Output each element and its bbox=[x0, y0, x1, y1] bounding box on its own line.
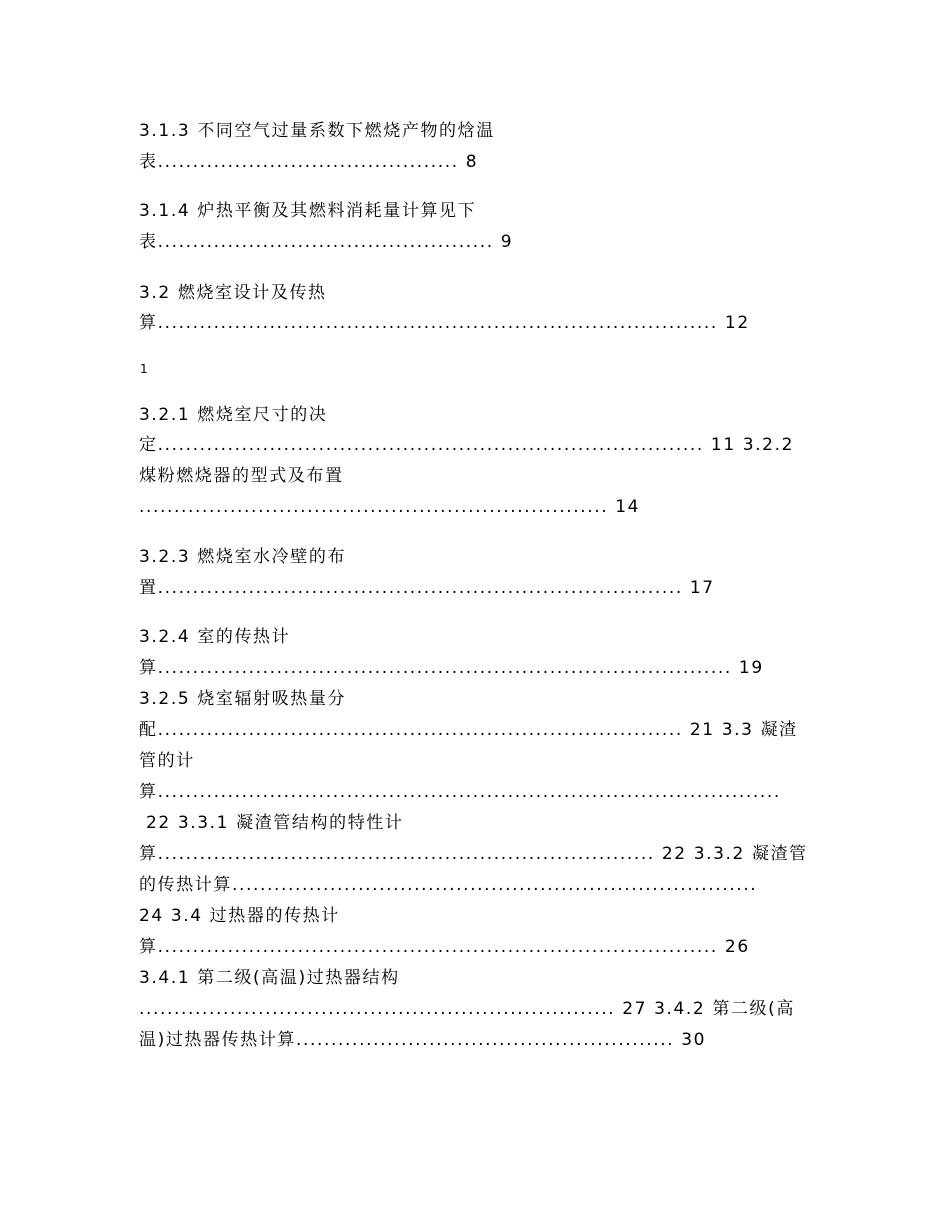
toc-title-3-2-5: 3.2.5 烧室辐射吸热量分 bbox=[139, 689, 347, 709]
toc-title-3-2: 3.2 燃烧室设计及传热 bbox=[139, 283, 327, 303]
toc-title-3-4: 24 3.4 过热器的传热计 bbox=[139, 906, 340, 926]
toc-title-3-1-3: 3.1.3 不同空气过量系数下燃烧产物的焓温 bbox=[139, 121, 495, 141]
toc-leader-3-2-1: 定.............................................................................. 11 3.2.2 bbox=[139, 435, 794, 455]
toc-title-3-3-1: 22 3.3.1 凝渣管结构的特性计 bbox=[139, 813, 404, 833]
toc-title-3-2-3: 3.2.3 燃烧室水冷壁的布 bbox=[139, 547, 347, 567]
toc-leader-3-4-1: .................................................................... 27 3.4.2 第二级(高 bbox=[139, 999, 795, 1019]
toc-leader-3-3-1: 算....................................................................... 22 3.3.2 凝渣管 bbox=[139, 844, 808, 864]
toc-title-3-2-4: 3.2.4 室的传热计 bbox=[139, 627, 291, 647]
page-number: 1 bbox=[140, 362, 148, 376]
toc-leader-3-4-2: 温)过热器传热计算...................................................... 30 bbox=[139, 1030, 707, 1050]
toc-leader-3-2-4: 算.................................................................................. 19 bbox=[139, 658, 764, 678]
toc-leader-3-3-2: 的传热计算........................................................................... bbox=[139, 875, 758, 895]
toc-leader-3-1-3: 表........................................... 8 bbox=[139, 152, 479, 172]
toc-title-3-4-1: 3.4.1 第二级(高温)过热器结构 bbox=[139, 968, 400, 988]
toc-leader-3-1-4: 表................................................ 9 bbox=[139, 232, 514, 252]
toc-title-3-2-1: 3.2.1 燃烧室尺寸的决 bbox=[139, 405, 328, 425]
toc-leader-3-4: 算................................................................................ 26 bbox=[139, 937, 750, 957]
toc-leader-3-2-5: 配........................................................................... 21 3.3 凝渣 bbox=[139, 720, 798, 740]
toc-title-3-2-2: 煤粉燃烧器的型式及布置 bbox=[139, 466, 344, 486]
toc-leader-3-3: 算......................................................................................... bbox=[139, 782, 781, 802]
toc-leader-3-2-3: 置........................................................................... 17 bbox=[139, 578, 715, 598]
toc-title-3-1-4: 3.1.4 炉热平衡及其燃料消耗量计算见下 bbox=[139, 201, 477, 221]
toc-leader-3-2-2: ................................................................... 14 bbox=[139, 497, 641, 517]
toc-leader-3-2: 算................................................................................ 12 bbox=[139, 313, 750, 333]
toc-title-3-3-cont: 管的计 bbox=[139, 751, 195, 771]
